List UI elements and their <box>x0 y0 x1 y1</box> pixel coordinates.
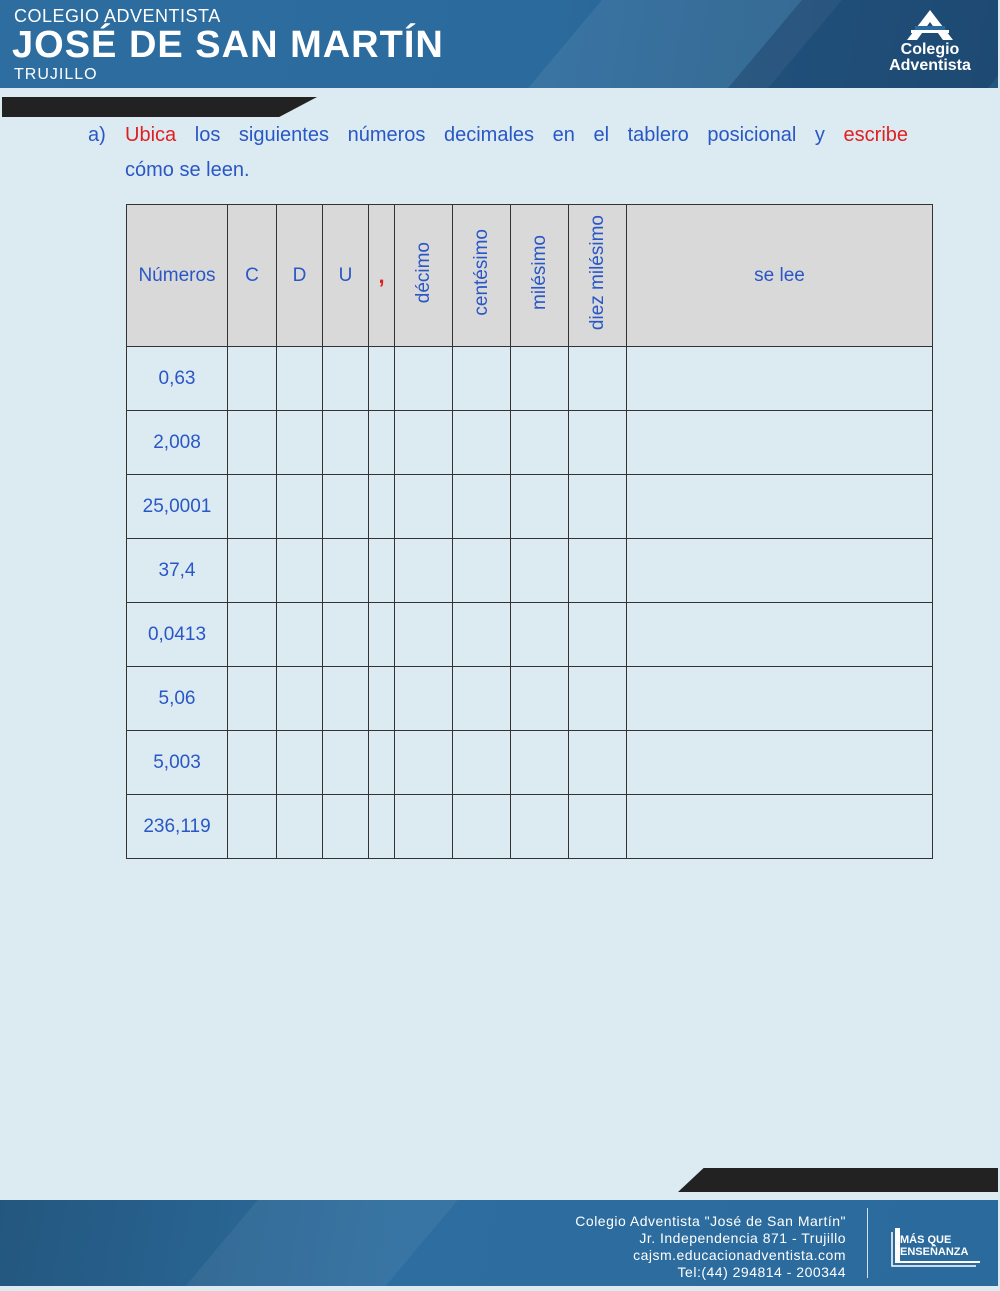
place-value-answer-cell[interactable] <box>569 731 627 795</box>
place-value-answer-cell[interactable] <box>323 475 369 539</box>
school-top-line: COLEGIO ADVENTISTA <box>14 6 221 26</box>
footer-divider <box>867 1208 868 1278</box>
place-value-answer-cell[interactable] <box>369 667 395 731</box>
place-value-answer-cell[interactable] <box>453 347 511 411</box>
table-row <box>127 475 933 539</box>
place-value-answer-cell[interactable] <box>395 539 453 603</box>
place-value-answer-cell[interactable] <box>511 539 569 603</box>
place-value-answer-cell[interactable] <box>511 667 569 731</box>
instruction-text-continued: cómo se leen. <box>125 159 250 181</box>
place-value-answer-cell[interactable] <box>569 475 627 539</box>
school-city: TRUJILLO <box>14 66 98 83</box>
se-lee-answer-cell[interactable] <box>627 539 933 603</box>
place-value-answer-cell[interactable] <box>511 731 569 795</box>
place-value-answer-cell[interactable] <box>511 411 569 475</box>
table-row <box>127 411 933 475</box>
place-value-answer-cell[interactable] <box>228 347 277 411</box>
place-value-answer-cell[interactable] <box>395 731 453 795</box>
se-lee-answer-cell[interactable] <box>627 475 933 539</box>
place-value-answer-cell[interactable] <box>323 667 369 731</box>
place-value-answer-cell[interactable] <box>511 347 569 411</box>
comma-mark: , <box>378 262 385 288</box>
place-value-answer-cell[interactable] <box>228 667 277 731</box>
header-milesimo-label: milésimo <box>528 235 550 310</box>
decorative-bar <box>678 1168 998 1192</box>
adventist-logo-icon <box>907 10 953 40</box>
place-value-answer-cell[interactable] <box>569 795 627 859</box>
place-value-answer-cell[interactable] <box>569 411 627 475</box>
header-centenas: C <box>228 205 277 347</box>
place-value-answer-cell[interactable] <box>369 411 395 475</box>
footer-stripe <box>165 1200 474 1286</box>
place-value-answer-cell[interactable] <box>453 795 511 859</box>
place-value-answer-cell[interactable] <box>323 411 369 475</box>
se-lee-answer-cell[interactable] <box>627 795 933 859</box>
header-centesimo-label: centésimo <box>470 229 492 316</box>
place-value-answer-cell[interactable] <box>277 411 323 475</box>
place-value-answer-cell[interactable] <box>277 795 323 859</box>
number-cell: 37,4 <box>127 539 228 603</box>
place-value-answer-cell[interactable] <box>453 539 511 603</box>
se-lee-answer-cell[interactable] <box>627 731 933 795</box>
place-value-answer-cell[interactable] <box>369 347 395 411</box>
place-value-answer-cell[interactable] <box>453 603 511 667</box>
table-row <box>127 539 933 603</box>
decorative-bar <box>2 97 317 117</box>
header-banner <box>0 0 998 88</box>
school-logo <box>870 8 990 82</box>
place-value-answer-cell[interactable] <box>277 347 323 411</box>
place-value-answer-cell[interactable] <box>277 475 323 539</box>
table-row <box>127 603 933 667</box>
place-value-answer-cell[interactable] <box>395 667 453 731</box>
place-value-answer-cell[interactable] <box>453 475 511 539</box>
instruction-verb-escribe: escribe <box>843 124 909 146</box>
place-value-table <box>126 204 933 859</box>
place-value-answer-cell[interactable] <box>369 539 395 603</box>
footer-contact <box>575 1213 846 1281</box>
place-value-answer-cell[interactable] <box>277 539 323 603</box>
place-value-answer-cell[interactable] <box>323 539 369 603</box>
table-row <box>127 731 933 795</box>
badge-line2: ENSEÑANZA <box>900 1246 969 1258</box>
number-cell: 5,06 <box>127 667 228 731</box>
footer-website: cajsm.educacionadventista.com <box>633 1247 846 1263</box>
instruction-text: los siguientes números decimales en el tablero posicional y <box>194 124 825 146</box>
se-lee-answer-cell[interactable] <box>627 603 933 667</box>
place-value-answer-cell[interactable] <box>453 411 511 475</box>
place-value-answer-cell[interactable] <box>323 347 369 411</box>
place-value-answer-cell[interactable] <box>395 603 453 667</box>
logo-text-line1: Colegio <box>900 41 960 58</box>
header-comma <box>369 205 395 347</box>
instruction-verb-ubica: Ubica <box>125 124 177 146</box>
place-value-answer-cell[interactable] <box>228 795 277 859</box>
place-value-answer-cell[interactable] <box>277 731 323 795</box>
place-value-answer-cell[interactable] <box>569 347 627 411</box>
place-value-answer-cell[interactable] <box>228 539 277 603</box>
header-decenas: D <box>277 205 323 347</box>
header-decimo <box>395 205 453 347</box>
place-value-answer-cell[interactable] <box>453 667 511 731</box>
table-row <box>127 347 933 411</box>
table-row <box>127 795 933 859</box>
place-value-answer-cell[interactable] <box>569 539 627 603</box>
header-diez-milesimo <box>569 205 627 347</box>
header-decimo-label: décimo <box>412 241 434 304</box>
header-milesimo <box>511 205 569 347</box>
place-value-answer-cell[interactable] <box>228 603 277 667</box>
number-cell: 0,63 <box>127 347 228 411</box>
place-value-answer-cell[interactable] <box>395 411 453 475</box>
place-value-answer-cell[interactable] <box>395 347 453 411</box>
place-value-answer-cell[interactable] <box>228 475 277 539</box>
footer-address: Jr. Independencia 871 - Trujillo <box>639 1230 846 1246</box>
se-lee-answer-cell[interactable] <box>627 347 933 411</box>
place-value-answer-cell[interactable] <box>395 475 453 539</box>
footer-phone: Tel:(44) 294814 - 200344 <box>677 1264 846 1280</box>
place-value-answer-cell[interactable] <box>277 603 323 667</box>
number-cell: 0,0413 <box>127 603 228 667</box>
instruction-line <box>125 118 908 153</box>
place-value-answer-cell[interactable] <box>569 667 627 731</box>
table-header-row <box>127 205 933 347</box>
number-cell: 25,0001 <box>127 475 228 539</box>
place-value-answer-cell[interactable] <box>323 795 369 859</box>
school-name: JOSÉ DE SAN MARTÍN <box>12 24 444 66</box>
place-value-answer-cell[interactable] <box>369 795 395 859</box>
place-value-answer-cell[interactable] <box>369 603 395 667</box>
place-value-answer-cell[interactable] <box>277 667 323 731</box>
header-unidades: U <box>323 205 369 347</box>
place-value-answer-cell[interactable] <box>323 731 369 795</box>
place-value-answer-cell[interactable] <box>228 411 277 475</box>
se-lee-answer-cell[interactable] <box>627 667 933 731</box>
header-diez-milesimo-label: diez milésimo <box>586 214 608 331</box>
place-value-answer-cell[interactable] <box>369 731 395 795</box>
header-centesimo <box>453 205 511 347</box>
place-value-answer-cell[interactable] <box>511 475 569 539</box>
place-value-answer-cell[interactable] <box>453 731 511 795</box>
footer-banner <box>0 1200 998 1286</box>
se-lee-answer-cell[interactable] <box>627 411 933 475</box>
badge-line1: MÁS QUE <box>900 1234 952 1246</box>
place-value-answer-cell[interactable] <box>511 795 569 859</box>
mas-que-ensenanza-badge <box>880 1222 990 1268</box>
logo-text-line2: Adventista <box>889 57 971 74</box>
place-value-answer-cell[interactable] <box>511 603 569 667</box>
place-value-answer-cell[interactable] <box>395 795 453 859</box>
header-se-lee: se lee <box>627 205 933 347</box>
instruction-label: a) <box>88 124 106 146</box>
place-value-answer-cell[interactable] <box>569 603 627 667</box>
header-numeros: Números <box>127 205 228 347</box>
number-cell: 236,119 <box>127 795 228 859</box>
place-value-answer-cell[interactable] <box>323 603 369 667</box>
number-cell: 5,003 <box>127 731 228 795</box>
footer-school: Colegio Adventista "José de San Martín" <box>575 1213 846 1229</box>
place-value-answer-cell[interactable] <box>369 475 395 539</box>
table-row <box>127 667 933 731</box>
place-value-answer-cell[interactable] <box>228 731 277 795</box>
number-cell: 2,008 <box>127 411 228 475</box>
